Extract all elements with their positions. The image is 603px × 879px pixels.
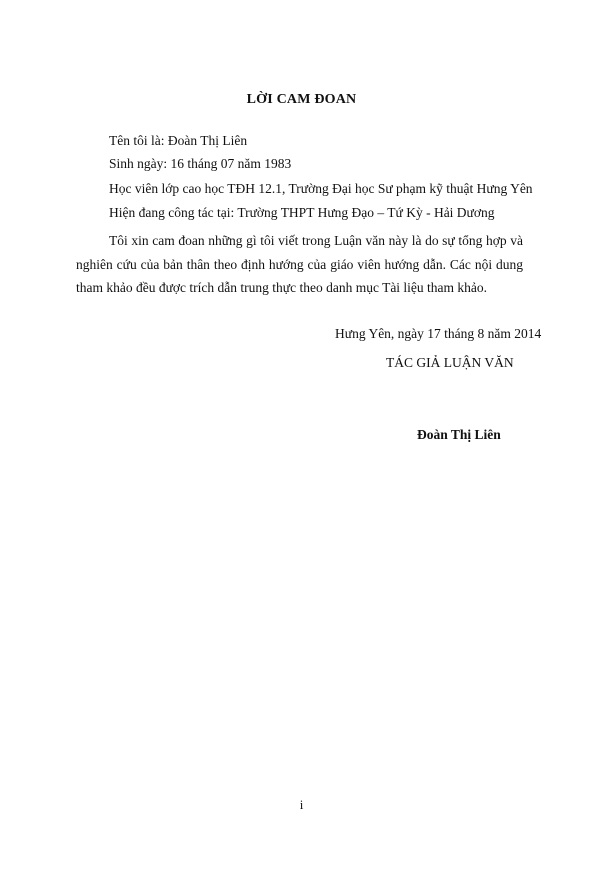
author-name-line: Tên tôi là: Đoàn Thị Liên bbox=[109, 133, 248, 148]
student-class-line: Học viên lớp cao học TĐH 12.1, Trường Đại học Sư phạm kỹ thuật Hưng Yên bbox=[109, 181, 533, 196]
page-number: i bbox=[299, 797, 304, 812]
workplace-line: Hiện đang công tác tại: Trường THPT Hưng Đạo – Tứ Kỳ - Hải Dương bbox=[109, 205, 495, 220]
signature-name: Đoàn Thị Liên bbox=[417, 427, 501, 442]
declaration-paragraph: Tôi xin cam đoan những gì tôi viết trong Luận văn này là do sự tổng hợp và nghiên cứu của bản thân theo định hướng của giáo viên hướng dẫn. Các nội dung tham khảo đều được trích dẫn trung thực theo danh mục Tài liệu tham khảo. bbox=[76, 233, 523, 295]
birth-date-line: Sinh ngày: 16 tháng 07 năm 1983 bbox=[109, 156, 292, 171]
place-date: Hưng Yên, ngày 17 tháng 8 năm 2014 bbox=[335, 326, 542, 341]
page-title: LỜI CAM ĐOAN bbox=[246, 92, 357, 107]
author-role: TÁC GIẢ LUẬN VĂN bbox=[386, 355, 514, 370]
